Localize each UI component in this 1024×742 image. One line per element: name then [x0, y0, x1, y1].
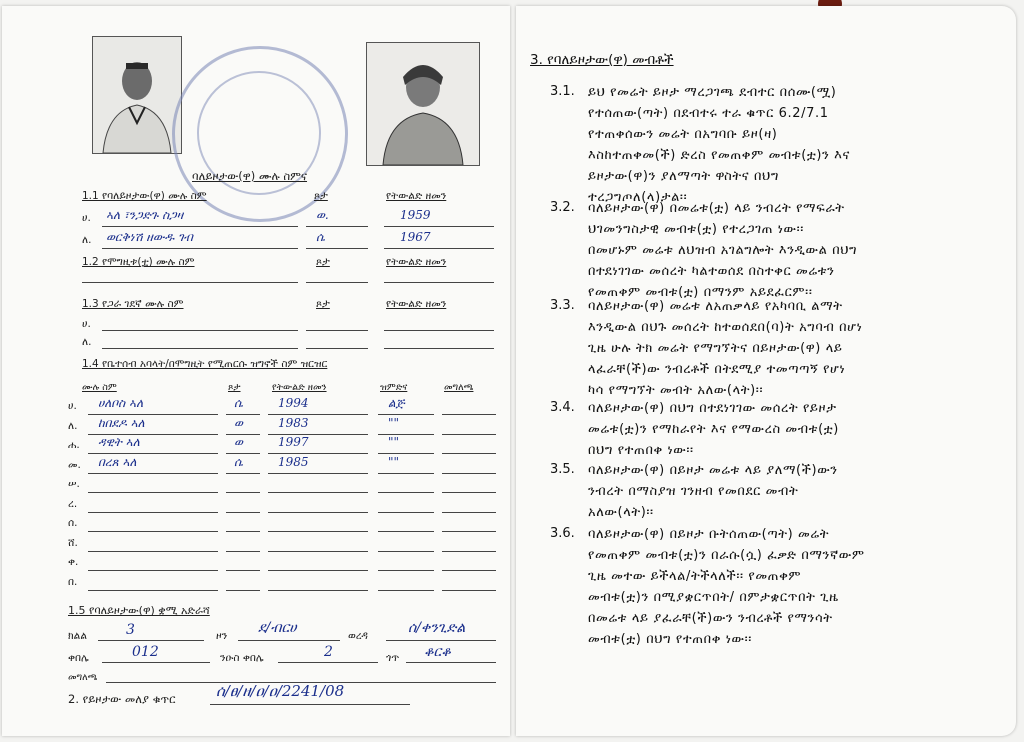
fill-line [226, 512, 260, 513]
fill-line [378, 473, 434, 474]
s11-year-label: የትውልድ ዘመን [386, 190, 447, 202]
fill-line [226, 551, 260, 552]
holder-photo-1 [92, 36, 182, 154]
s14-col-rel: ዝምድና [380, 382, 408, 393]
fill-line [378, 492, 434, 493]
family-row-sex: ሴ [234, 454, 243, 469]
fill-line [378, 551, 434, 552]
family-row-letter: ሀ. [68, 400, 77, 412]
fill-line [88, 551, 218, 552]
family-row-sex: ወ [234, 415, 243, 430]
fill-line [226, 414, 260, 415]
family-row-year: 1983 [278, 415, 309, 430]
fill-line [268, 551, 368, 552]
fill-line [226, 590, 260, 591]
family-row-relation: "" [388, 454, 400, 469]
s12-year-label: የትውልድ ዘመን [386, 256, 447, 268]
fill-line [268, 512, 368, 513]
s13-year-label: የትውልድ ዘመን [386, 298, 447, 310]
clause-line: ይዞታው(ዋ)ን ያለማጣት ዋስትና በህግ [588, 169, 780, 184]
phone-label: መግለጫ [68, 672, 98, 683]
s11-row-year: 1959 [400, 208, 431, 222]
s11-row-sex: ሴ [316, 230, 325, 244]
gott-value: 2 [324, 644, 333, 660]
clause-line: ተረጋግጦለ(ላ)ታል፡፡ [588, 190, 688, 205]
fill-line [378, 434, 434, 435]
fill-line [88, 512, 218, 513]
s13-title: 1.3 የጋራ ገደኛ ሙሉ ስም [82, 298, 184, 310]
clause-number: 3.4. [550, 400, 575, 415]
zone-label: ዞን [216, 630, 228, 642]
fill-line [268, 590, 368, 591]
family-row-name: ከበደዶ ኣለ [98, 415, 145, 430]
family-row-letter: ሰ. [68, 517, 78, 529]
fill-line [226, 453, 260, 454]
clause-text [588, 398, 988, 461]
family-row-letter: ለ. [68, 419, 78, 432]
fill-line [442, 551, 496, 552]
clause-line: ላፈራቸ(ች)ው ንብረቶች በትደሚያ ተመጣጣኝ የሆነ [588, 362, 846, 377]
region-value: 3 [126, 622, 135, 638]
clause-number: 3.3. [550, 298, 575, 313]
fill-line [442, 512, 496, 513]
fill-line [226, 434, 260, 435]
fill-line [226, 492, 260, 493]
fill-line [442, 531, 496, 532]
clause-line: የተሰጠው(ጣት) በደብተሩ ተራ ቁጥር 6.2/7.1 [588, 106, 829, 121]
clause-line: ባለይዞታው(ዋ) በህግ በተደነገገው መሰረት የይዞታ [588, 401, 837, 416]
clause-line: በመሆኑም መሬቱ ለህዝብ አገልግሎት እንዲውል በህግ [588, 243, 858, 258]
s11-row-letter: ሀ. [82, 212, 91, 224]
family-row-relation: "" [388, 435, 400, 449]
clause-line: እስከተጠቀመ(ች) ድረስ የመጠቀም መብቱ(ቷ)ን እና [588, 148, 850, 163]
holder-photo-2 [366, 42, 480, 166]
clause-line: ጊዜ መተው ይችላል/ትችላለች፡፡ የመጠቀም [588, 569, 802, 584]
fill-line [378, 531, 434, 532]
family-row-sex: ሴ [234, 396, 243, 410]
holding-id-label: 2. የይዞታው መለያ ቁጥር [68, 692, 176, 706]
fill-line [442, 434, 496, 435]
fill-line [442, 473, 496, 474]
kebele-value: 012 [132, 644, 159, 660]
s11-sex-label: ጾታ [314, 190, 328, 202]
clause-line: እንዲውል በህጉ መሰረት ከተወሰደበ(ባ)ት አግባብ በሆነ [588, 320, 863, 335]
clause-line: ባለይዞታው(ዋ) በይዞታ ቡትሰጠው(ጣት) መሬት [588, 527, 830, 542]
clause-line: ይህ የመሬት ይዞታ ማረጋገጫ ደብተር በሰሙ(ሟ) [588, 85, 837, 100]
fill-line [442, 570, 496, 571]
clause-number: 3.1. [550, 84, 575, 99]
family-row-name: በረጸ ኣለ [98, 454, 137, 469]
fill-line [442, 590, 496, 591]
s15-title: 1.5 የባለይዞታው(ዋ) ቋሚ አድራሻ [68, 604, 210, 617]
family-row-letter: መ. [68, 458, 81, 471]
clause-text [588, 296, 988, 401]
fill-line [378, 590, 434, 591]
fill-line [88, 473, 218, 474]
s12-sex-label: ጾታ [316, 256, 330, 268]
clause-line: የተጠቀሰውን መሬት በአግባቡ ይዞ(ዛ) [588, 127, 778, 142]
s14-col-name: ሙሉ ስም [82, 382, 117, 393]
left-page [2, 6, 510, 736]
clause-text [588, 82, 988, 208]
s14-col-year: የትውልድ ዘመን [272, 382, 327, 393]
holding-id-value: ሰ/ፀ/ዘ/ዐ/ዐ/2241/08 [216, 682, 345, 700]
s14-col-sex: ጾታ [228, 382, 241, 393]
clause-line: በህግ የተጠበቀ ነው፡፡ [588, 443, 694, 458]
s11-title: 1.1 የባለይዞታው(ዋ) ሙሉ ስም [82, 190, 207, 202]
s11-row-name: ወርቅነሽ ዘውዱ ገብ [106, 230, 193, 244]
family-row-letter: ሐ. [68, 439, 80, 451]
s12-title: 1.2 የሞግዚቱ(ቷ) ሙሉ ስም [82, 256, 195, 268]
fill-line [88, 570, 218, 571]
family-row-letter: ሸ. [68, 536, 78, 549]
clause-number: 3.2. [550, 200, 575, 215]
family-row-letter: ቀ. [68, 556, 79, 568]
fill-line [226, 570, 260, 571]
s13-row-letter: ለ. [82, 336, 92, 348]
clause-text [588, 524, 988, 650]
clause-line: በተደነገገው መሰረት ካልተወሰደ በስተቀር መሬቱን [588, 264, 835, 279]
s11-row-year: 1967 [400, 230, 431, 244]
fill-line [268, 570, 368, 571]
fill-line [268, 531, 368, 532]
got-value: ቆርቆ [424, 644, 451, 660]
s14-col-note: መግለጫ [444, 382, 474, 393]
s13-row-letter: ሀ. [82, 318, 91, 330]
fill-line [268, 473, 368, 474]
s14-title: 1.4 የቤተሰብ አባላት/በሞግዚት የሚጠርሱ ዝግኖች ስም ዝርዝር [82, 358, 328, 370]
fill-line [442, 414, 496, 415]
s11-row-letter: ለ. [82, 234, 92, 246]
clause-line: በመሬቱ ላይ ያፈራቸ(ች)ውን ንብረቶች የማንሳት [588, 611, 833, 626]
clause-line: ካሳ የማግኘት መብት አለው(ላት)፡፡ [588, 383, 764, 398]
family-row-letter: ረ. [68, 497, 78, 510]
clause-line: ህገመንግስታዊ መብቱ(ቷ) የተረጋገጠ ነው፡፡ [588, 222, 804, 237]
fill-line [268, 492, 368, 493]
fill-line [378, 512, 434, 513]
family-row-name: ዳዊት ኣለ [98, 435, 140, 449]
s11-row-name: ኣለ ፣ንጋድጉ ስጋዛ [106, 208, 184, 222]
clause-line: መብቱ(ቷ) በህግ የተጠበቀ ነው፡፡ [588, 632, 752, 647]
clause-number: 3.5. [550, 462, 575, 477]
clause-line: ጊዜ ሁሉ ትክ መሬት የማግኘትና በይዞታው(ዋ) ላይ [588, 341, 843, 356]
woreda-value: ሰ/ቀንጊድል [408, 620, 466, 636]
s13-sex-label: ጾታ [316, 298, 330, 310]
clause-text [588, 198, 988, 303]
zone-value: ደ/ብርሀ [258, 620, 297, 636]
clause-line: ባለይዞታው(ዋ) በይዞታ መሬቱ ላይ ያለማ(ች)ውን [588, 463, 838, 478]
got-label: ጎጥ [386, 652, 400, 664]
woreda-label: ወረዳ [348, 630, 368, 642]
s11-row-sex: ወ. [316, 208, 329, 222]
clause-line: የመጠቀም መብቱ(ቷ) በማንም አይደፈርም፡፡ [588, 285, 813, 300]
family-row-letter: በ. [68, 575, 78, 588]
right-page [516, 6, 1016, 736]
clause-line: ባለይዞታው(ዋ) መሬቱ ለአጠቃላይ የአካባቢ ልማት [588, 299, 843, 314]
family-row-letter: ሠ. [68, 478, 80, 490]
clause-line: መብቱ(ቷ)ን በሚያቋርጥበት/ በምታቋርጥበት ጊዜ [588, 590, 839, 605]
fill-line [226, 473, 260, 474]
fill-line [378, 453, 434, 454]
family-row-relation: "" [388, 415, 400, 430]
fill-line [88, 492, 218, 493]
family-row-year: 1997 [278, 435, 309, 449]
family-row-year: 1985 [278, 454, 309, 469]
family-row-relation: ልጅ [388, 396, 405, 410]
fill-line [88, 590, 218, 591]
clause-line: አለው(ላት)፡፡ [588, 505, 654, 520]
family-row-sex: ወ [234, 435, 243, 449]
fill-line [442, 492, 496, 493]
fill-line [442, 453, 496, 454]
rights-title: 3. የባለይዞታው(ዋ) መብቶች [530, 52, 674, 68]
kebele-label: ቀበሌ [68, 652, 89, 664]
clause-number: 3.6. [550, 526, 575, 541]
clause-text [588, 460, 988, 523]
fill-line [378, 570, 434, 571]
family-row-name: ሀለቦስ ኣለ [98, 396, 144, 410]
region-label: ክልል [68, 630, 87, 642]
clause-line: ባለይዞታው(ዋ) በመሬቱ(ቷ) ላይ ንብረት የማፍራት [588, 201, 845, 216]
fill-line [88, 531, 218, 532]
family-row-year: 1994 [278, 396, 309, 410]
clause-line: ንብረት በማስያዝ ገንዘብ የመበደር መብት [588, 484, 799, 499]
fill-line [226, 531, 260, 532]
section-header: ባለይዞታው(ዋ) ሙሉ ስምና [192, 169, 308, 183]
clause-line: የመጠቀም መብቱ(ቷ)ን በራሱ(ሷ) ፈቃድ በማንኛውም [588, 548, 865, 563]
fill-line [378, 414, 434, 415]
gott-label: ንዑስ ቀበሌ [220, 652, 264, 664]
clause-line: መሬቱ(ቷ)ን የማከራየት እና የማውረስ መብቱ(ቷ) [588, 422, 839, 437]
